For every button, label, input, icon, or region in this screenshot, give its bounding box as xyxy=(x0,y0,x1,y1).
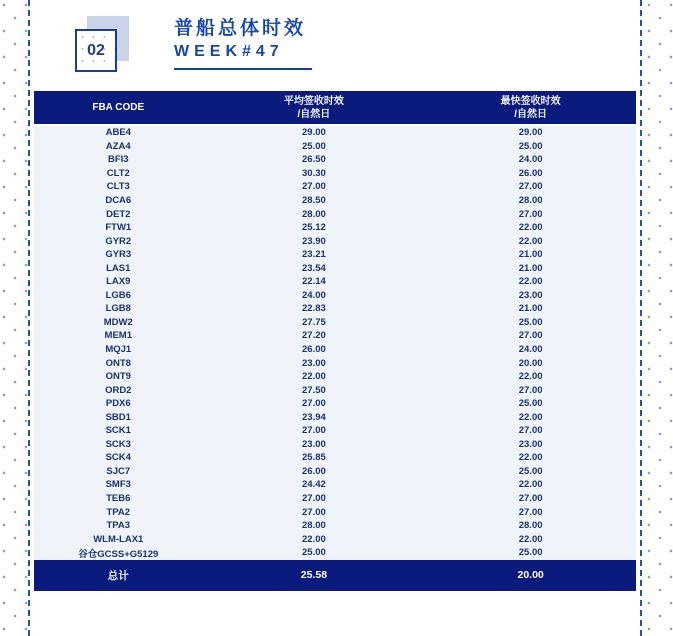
table-row xyxy=(34,492,636,506)
row-fastest-value: 22.00 xyxy=(518,235,543,247)
table-row xyxy=(34,451,636,465)
right-dot-border xyxy=(645,0,673,636)
content-area xyxy=(30,0,640,636)
table-row xyxy=(34,207,636,221)
row-average-value: 27.50 xyxy=(302,384,326,396)
row-fba-code: GYR2 xyxy=(105,235,132,247)
row-average-value: 28.00 xyxy=(302,520,326,532)
row-average-value: 29.00 xyxy=(302,127,326,139)
table-row xyxy=(34,343,636,357)
table-row xyxy=(34,275,636,289)
row-average-value: 23.21 xyxy=(302,249,326,261)
row-fba-code: ONT9 xyxy=(105,371,131,383)
row-average-value: 23.00 xyxy=(302,438,326,450)
row-fba-code: CLT2 xyxy=(106,167,130,179)
row-fba-code: BFI3 xyxy=(107,154,129,166)
row-fastest-value: 24.00 xyxy=(518,344,543,356)
row-average-value: 23.90 xyxy=(302,235,326,247)
table-row xyxy=(34,180,636,194)
column-header-sublabel: /自然日 xyxy=(297,108,331,120)
row-average-value: 27.00 xyxy=(302,425,326,437)
row-fastest-value: 22.00 xyxy=(518,276,543,288)
row-average-value: 22.83 xyxy=(302,303,326,315)
table-row xyxy=(34,505,636,519)
table-row xyxy=(34,153,636,167)
page-header xyxy=(30,0,640,91)
row-fba-code: GYR3 xyxy=(105,249,132,261)
row-average-value: 27.00 xyxy=(302,506,326,518)
row-average-value: 24.00 xyxy=(302,289,326,301)
row-average-value: 26.50 xyxy=(302,154,326,166)
table-row xyxy=(34,289,636,303)
week-label: WEEK#47 xyxy=(174,43,284,60)
column-header-label: FBA CODE xyxy=(92,102,145,113)
row-fba-code: LAX9 xyxy=(106,276,131,288)
table-row xyxy=(34,397,636,411)
table-row xyxy=(34,167,636,181)
row-average-value: 27.00 xyxy=(302,493,326,505)
table-row xyxy=(34,519,636,533)
total-row xyxy=(34,560,636,591)
row-fba-code: DET2 xyxy=(106,208,131,220)
row-fastest-value: 23.00 xyxy=(518,289,543,301)
right-dashed-line xyxy=(640,0,642,636)
title-block xyxy=(174,16,312,70)
row-fastest-value: 21.00 xyxy=(518,249,543,261)
timeliness-table xyxy=(34,91,636,591)
column-header-label: 最快签收时效 xyxy=(500,95,561,107)
table-row xyxy=(34,356,636,370)
table-row xyxy=(34,370,636,384)
row-fba-code: LGB6 xyxy=(105,289,131,301)
row-average-value: 23.94 xyxy=(302,411,326,423)
row-fastest-value: 22.00 xyxy=(518,479,543,491)
row-average-value: 28.50 xyxy=(302,195,326,206)
row-average-value: 23.00 xyxy=(302,357,326,369)
table-row xyxy=(34,478,636,492)
row-fastest-value: 27.00 xyxy=(518,425,543,437)
table-row xyxy=(34,261,636,275)
row-fba-code: TEB6 xyxy=(106,493,131,505)
table-row xyxy=(34,302,636,316)
table-row xyxy=(34,140,636,154)
row-fba-code: WLM-LAX1 xyxy=(93,533,144,545)
row-fastest-value: 22.00 xyxy=(518,411,543,423)
row-fba-code: SBD1 xyxy=(105,411,131,423)
row-average-value: 23.54 xyxy=(302,262,326,274)
row-fastest-value: 22.00 xyxy=(518,452,543,464)
row-fastest-value: 28.00 xyxy=(518,520,543,532)
row-average-value: 22.14 xyxy=(302,276,326,288)
column-header-fastest xyxy=(425,95,636,121)
row-fba-code: PDX6 xyxy=(105,398,131,410)
row-average-value: 24.42 xyxy=(302,479,326,491)
row-fba-code: FTW1 xyxy=(105,222,132,234)
row-average-value: 27.00 xyxy=(302,181,326,193)
table-row xyxy=(34,410,636,424)
row-fastest-value: 27.00 xyxy=(518,208,543,220)
column-header-sublabel: /自然日 xyxy=(514,108,548,120)
row-fba-code: SCK3 xyxy=(105,438,131,450)
row-fastest-value: 25.00 xyxy=(518,140,543,152)
row-fastest-value: 24.00 xyxy=(518,154,543,166)
row-fba-code: TPA3 xyxy=(106,520,131,532)
total-fastest-value: 20.00 xyxy=(517,569,544,581)
table-row xyxy=(34,438,636,452)
row-fba-code: MQJ1 xyxy=(105,344,132,356)
row-fastest-value: 26.00 xyxy=(518,167,543,179)
row-fastest-value: 29.00 xyxy=(518,127,543,139)
row-fba-code: SCK4 xyxy=(105,452,131,464)
row-average-value: 27.00 xyxy=(302,398,326,410)
row-average-value: 22.00 xyxy=(302,371,326,383)
table-row xyxy=(34,126,636,140)
column-header-average xyxy=(203,95,426,121)
row-average-value: 30.30 xyxy=(302,167,326,179)
row-average-value: 26.00 xyxy=(302,344,326,356)
table-header-row xyxy=(34,91,636,124)
row-fba-code: SMF3 xyxy=(105,479,131,491)
column-header-fba-code xyxy=(34,101,203,114)
row-fba-code: SJC7 xyxy=(106,465,131,477)
table-row xyxy=(34,329,636,343)
row-fba-code: MDW2 xyxy=(103,316,133,328)
row-average-value: 25.00 xyxy=(302,547,326,559)
row-fastest-value: 25.00 xyxy=(518,316,543,328)
row-fba-code: AZA4 xyxy=(105,140,131,152)
table-row xyxy=(34,316,636,330)
row-fastest-value: 22.00 xyxy=(518,222,543,234)
row-fastest-value: 27.00 xyxy=(518,330,543,342)
row-fastest-value: 21.00 xyxy=(518,303,543,315)
row-fastest-value: 23.00 xyxy=(518,438,543,450)
row-fastest-value: 27.00 xyxy=(518,181,543,193)
row-fba-code: ONT8 xyxy=(105,357,131,369)
table-row xyxy=(34,424,636,438)
title-underline xyxy=(174,68,312,70)
page-title: 普船总体时效 xyxy=(174,18,307,39)
row-fastest-value: 22.00 xyxy=(518,371,543,383)
row-fastest-value: 20.00 xyxy=(518,357,543,369)
row-fba-code: CLT3 xyxy=(106,181,130,193)
row-fastest-value: 25.00 xyxy=(518,398,543,410)
total-average-value: 25.58 xyxy=(300,569,328,581)
total-label: 总计 xyxy=(107,569,129,582)
row-fba-code: DCA6 xyxy=(105,195,132,206)
row-fba-code: ORD2 xyxy=(105,384,132,396)
row-average-value: 25.00 xyxy=(302,140,326,152)
table-row xyxy=(34,234,636,248)
row-average-value: 25.12 xyxy=(302,222,326,234)
row-fastest-value: 27.00 xyxy=(518,493,543,505)
row-fastest-value: 27.00 xyxy=(518,506,543,518)
row-average-value: 26.00 xyxy=(302,465,326,477)
row-fastest-value: 21.00 xyxy=(518,262,543,274)
column-header-label: 平均签收时效 xyxy=(283,95,344,107)
table-row xyxy=(34,194,636,208)
row-fba-code: ABE4 xyxy=(105,127,131,139)
row-fba-code: TPA2 xyxy=(106,506,131,518)
row-fastest-value: 27.00 xyxy=(518,384,543,396)
section-number: 02 xyxy=(87,41,105,59)
row-average-value: 28.00 xyxy=(302,208,326,220)
row-fba-code: LAS1 xyxy=(106,262,131,274)
table-row xyxy=(34,465,636,479)
row-fastest-value: 25.00 xyxy=(518,465,543,477)
table-row xyxy=(34,383,636,397)
row-average-value: 27.75 xyxy=(302,316,326,328)
table-row xyxy=(34,221,636,235)
table-rows xyxy=(34,126,636,560)
table-row xyxy=(34,248,636,262)
left-dot-border xyxy=(0,0,28,636)
row-fba-code: 谷仓GCSS+G5129 xyxy=(78,548,159,560)
table-row xyxy=(34,532,636,546)
row-fastest-value: 22.00 xyxy=(518,533,543,545)
row-fba-code: LGB8 xyxy=(105,303,131,315)
table-row xyxy=(34,546,636,560)
row-fba-code: MEM1 xyxy=(104,330,132,342)
row-average-value: 22.00 xyxy=(302,533,326,545)
row-fastest-value: 25.00 xyxy=(518,547,543,559)
row-fba-code: SCK1 xyxy=(105,425,131,437)
row-average-value: 27.20 xyxy=(302,330,326,342)
section-number-badge xyxy=(75,29,117,72)
row-average-value: 25.85 xyxy=(302,452,326,464)
row-fastest-value: 28.00 xyxy=(518,195,543,206)
